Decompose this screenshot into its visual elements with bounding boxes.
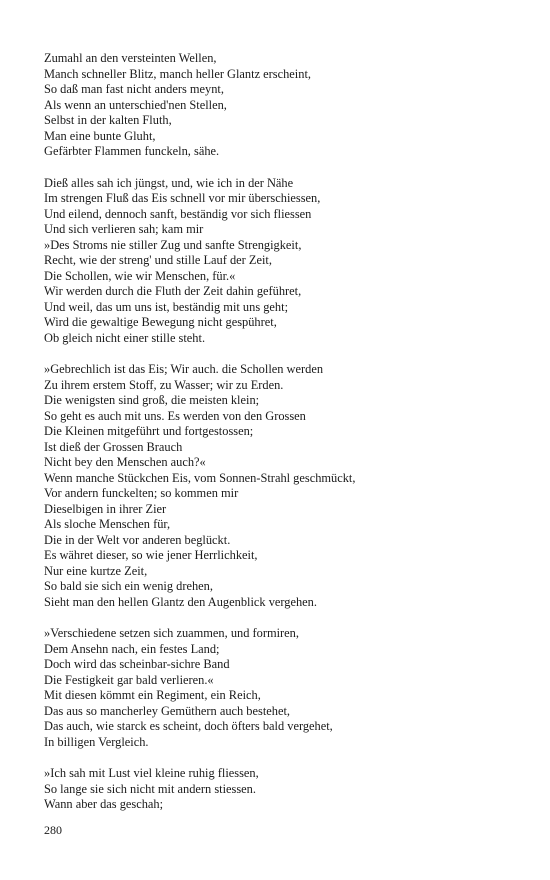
poem-line: Die in der Welt vor anderen beglückt. [44, 532, 231, 547]
poem-line: Und weil, das um uns ist, beständig mit uns geht; [44, 299, 289, 314]
poem-line: Gefärbter Flammen funckeln, sähe. [44, 144, 220, 158]
poem-line: Die Schollen, wie wir Menschen, für.« [44, 268, 236, 283]
poem-line: »Gebrechlich ist das Eis; Wir auch. die Schollen werden [44, 362, 324, 376]
poem-line: Zumahl an den versteinten Wellen, [44, 51, 217, 65]
poem-line: Das aus so mancherley Gemüthern auch bestehet, [44, 703, 291, 718]
poem-line: Man eine bunte Gluht, [44, 128, 156, 143]
stanza [44, 362, 514, 610]
poem-line: »Des Stroms nie stiller Zug und sanfte Strengigkeit, [44, 237, 302, 252]
poem-line: Die Kleinen mitgeführt und fortgestossen; [44, 424, 254, 438]
poem-line: Wenn manche Stückchen Eis, vom Sonnen-Strahl geschmückt, [44, 470, 356, 485]
poem-line: Als sloche Menschen für, [44, 517, 171, 531]
poem-line: Ist dieß der Grossen Brauch [44, 439, 183, 454]
poem-line: Recht, wie der streng' und stille Lauf der Zeit, [44, 253, 272, 267]
poem-line: Sieht man den hellen Glantz den Augenblick vergehen. [44, 594, 317, 609]
poem-line: Ob gleich nicht einer stille steht. [44, 330, 206, 345]
poem-line: Selbst in der kalten Fluth, [44, 113, 172, 127]
poem-line: Wir werden durch die Fluth der Zeit dahin geführet, [44, 284, 302, 298]
poem-text [44, 51, 514, 829]
poem-line: So bald sie sich ein wenig drehen, [44, 579, 213, 593]
poem-line: Wird die gewaltige Bewegung nicht gespühret, [44, 315, 277, 329]
poem-line: Es währet dieser, so wie jener Herrlichkeit, [44, 548, 258, 562]
poem-line: Nicht bey den Menschen auch?« [44, 455, 206, 469]
poem-line: Dieß alles sah ich jüngst, und, wie ich in der Nähe [44, 175, 294, 190]
poem-line: Das auch, wie starck es scheint, doch öfters bald vergehet, [44, 719, 333, 733]
poem-line: So lange sie sich nicht mit andern stiessen. [44, 781, 256, 796]
poem-line: Wann aber das geschah; [44, 797, 164, 811]
poem-line: »Verschiedene setzen sich zuammen, und formiren, [44, 626, 299, 640]
poem-line: Zu ihrem erstem Stoff, zu Wasser; wir zu Erden. [44, 377, 284, 392]
page-number: 280 [44, 823, 62, 837]
stanza [44, 176, 514, 347]
stanza [44, 626, 514, 750]
stanza [44, 51, 514, 160]
poem-line: Im strengen Fluß das Eis schnell vor mir überschiessen, [44, 191, 321, 205]
poem-line: Doch wird das scheinbar-sichre Band [44, 657, 230, 671]
poem-line: Die wenigsten sind groß, die meisten klein; [44, 393, 260, 407]
poem-line: Dem Ansehn nach, ein festes Land; [44, 641, 220, 656]
poem-line: Nur eine kurtze Zeit, [44, 563, 148, 578]
poem-line: So geht es auch mit uns. Es werden von den Grossen [44, 408, 306, 423]
poem-line: So daß man fast nicht anders meynt, [44, 82, 224, 96]
poem-line: Vor andern funckelten; so kommen mir [44, 486, 239, 500]
stanza [44, 766, 514, 813]
poem-line: Manch schneller Blitz, manch heller Glantz erscheint, [44, 66, 311, 81]
poem-line: Und eilend, dennoch sanft, beständig vor sich fliessen [44, 206, 312, 221]
poem-line: In billigen Vergleich. [44, 734, 149, 749]
poem-line: Und sich verlieren sah; kam mir [44, 222, 204, 236]
poem-line: Als wenn an unterschied'nen Stellen, [44, 97, 227, 112]
poem-line: Mit diesen kömmt ein Regiment, ein Reich, [44, 688, 261, 702]
poem-line: »Ich sah mit Lust viel kleine ruhig fliessen, [44, 766, 259, 780]
poem-line: Dieselbigen in ihrer Zier [44, 501, 167, 516]
poem-line: Die Festigkeit gar bald verlieren.« [44, 672, 214, 687]
